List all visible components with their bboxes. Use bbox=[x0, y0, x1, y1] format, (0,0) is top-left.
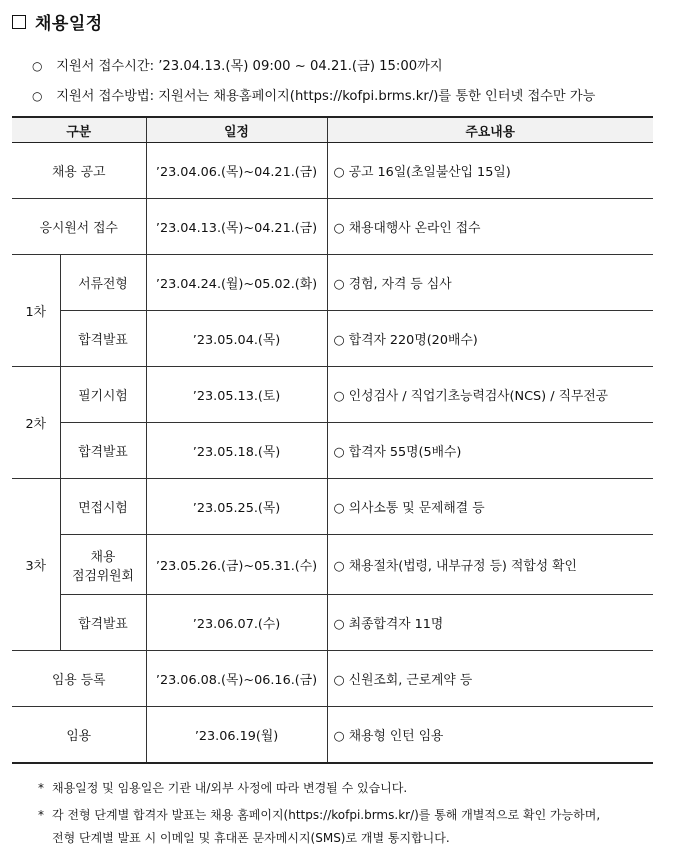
row-date: ’23.06.07.(수) bbox=[146, 595, 327, 651]
row-date: ’23.04.13.(목)~04.21.(금) bbox=[146, 199, 327, 255]
row-content: ○ 인성검사 / 직업기초능력검사(NCS) / 직무전공 bbox=[327, 367, 653, 423]
table-row bbox=[12, 479, 653, 535]
checkbox-square-icon bbox=[12, 15, 26, 29]
row-date: ’23.06.19(월) bbox=[146, 707, 327, 763]
note-line: * 채용일정 및 임용일은 기관 내/외부 사정에 따라 변경될 수 있습니다. bbox=[38, 781, 408, 795]
row-date: ’23.05.13.(토) bbox=[146, 367, 327, 423]
row-content: ○ 신원조회, 근로계약 등 bbox=[327, 651, 653, 707]
row-label: 합격발표 bbox=[60, 311, 146, 367]
row-label: 필기시험 bbox=[60, 367, 146, 423]
row-date: ’23.05.18.(목) bbox=[146, 423, 327, 479]
row-content: ○ 합격자 55명(5배수) bbox=[327, 423, 653, 479]
row-label-line: 점검위원회 bbox=[72, 568, 134, 584]
info-label: 지원서 접수방법: bbox=[56, 89, 155, 104]
row-label: 채용 공고 bbox=[12, 143, 146, 199]
table-header-row bbox=[12, 117, 653, 143]
row-label: 면접시험 bbox=[60, 479, 146, 535]
row-label: 응시원서 접수 bbox=[12, 199, 146, 255]
row-label: 임용 등록 bbox=[12, 651, 146, 707]
row-date: ’23.05.04.(목) bbox=[146, 311, 327, 367]
row-label: 임용 bbox=[12, 707, 146, 763]
row-content: ○ 합격자 220명(20배수) bbox=[327, 311, 653, 367]
table-row bbox=[12, 199, 653, 255]
table-row bbox=[12, 367, 653, 423]
info-value: 지원서는 채용홈페이지(https://kofpi.brms.kr/)를 통한 인터넷 접수만 가능 bbox=[158, 89, 596, 104]
header-category: 구분 bbox=[12, 117, 146, 143]
row-content: ○ 공고 16일(초일불산입 15일) bbox=[327, 143, 653, 199]
note-line: 전형 단계별 발표 시 이메일 및 휴대폰 문자메시지(SMS)로 개별 통지합니다. bbox=[52, 831, 450, 845]
row-date: ’23.04.24.(월)~05.02.(화) bbox=[146, 255, 327, 311]
row-content: ○ 최종합격자 11명 bbox=[327, 595, 653, 651]
asterisk-icon: * bbox=[38, 781, 44, 795]
group-label-3: 3차 bbox=[12, 479, 60, 651]
table-row bbox=[12, 535, 653, 595]
table-row bbox=[12, 423, 653, 479]
row-content: ○ 경험, 자격 등 심사 bbox=[327, 255, 653, 311]
table-row bbox=[12, 707, 653, 763]
table-row bbox=[12, 311, 653, 367]
row-label: 서류전형 bbox=[60, 255, 146, 311]
row-content: ○ 채용형 인턴 임용 bbox=[327, 707, 653, 763]
table-row bbox=[12, 143, 653, 199]
info-value: ’23.04.13.(목) 09:00 ~ 04.21.(금) 15:00까지 bbox=[158, 59, 443, 74]
group-label-2: 2차 bbox=[12, 367, 60, 479]
row-content: ○ 채용절차(법령, 내부규정 등) 적합성 확인 bbox=[327, 535, 653, 595]
group-label-1: 1차 bbox=[12, 255, 60, 367]
header-schedule: 일정 bbox=[146, 117, 327, 143]
table-row bbox=[12, 651, 653, 707]
row-date: ’23.05.26.(금)~05.31.(수) bbox=[146, 535, 327, 595]
table-row bbox=[12, 595, 653, 651]
row-label: 합격발표 bbox=[60, 423, 146, 479]
header-content: 주요내용 bbox=[327, 117, 653, 143]
section-heading bbox=[12, 9, 103, 34]
asterisk-icon: * bbox=[38, 808, 44, 822]
ring-bullet-icon: ○ bbox=[32, 59, 43, 73]
ring-bullet-icon: ○ bbox=[32, 89, 43, 103]
section-title: 채용일정 bbox=[35, 14, 103, 34]
info-line-time bbox=[32, 55, 443, 74]
schedule-table bbox=[12, 116, 653, 764]
row-content: ○ 채용대행사 온라인 접수 bbox=[327, 199, 653, 255]
row-label-line: 채용 bbox=[90, 549, 116, 565]
row-date: ’23.04.06.(목)~04.21.(금) bbox=[146, 143, 327, 199]
info-label: 지원서 접수시간: bbox=[56, 59, 155, 74]
table-row bbox=[12, 255, 653, 311]
row-date: ’23.05.25.(목) bbox=[146, 479, 327, 535]
row-label: 합격발표 bbox=[60, 595, 146, 651]
row-date: ’23.06.08.(목)~06.16.(금) bbox=[146, 651, 327, 707]
row-content: ○ 의사소통 및 문제해결 등 bbox=[327, 479, 653, 535]
note-line: * 각 전형 단계별 합격자 발표는 채용 홈페이지(https://kofpi.brms.kr/)를 통해 개별적으로 확인 가능하며, bbox=[38, 808, 601, 822]
row-label bbox=[60, 535, 146, 595]
info-line-method bbox=[32, 85, 595, 104]
